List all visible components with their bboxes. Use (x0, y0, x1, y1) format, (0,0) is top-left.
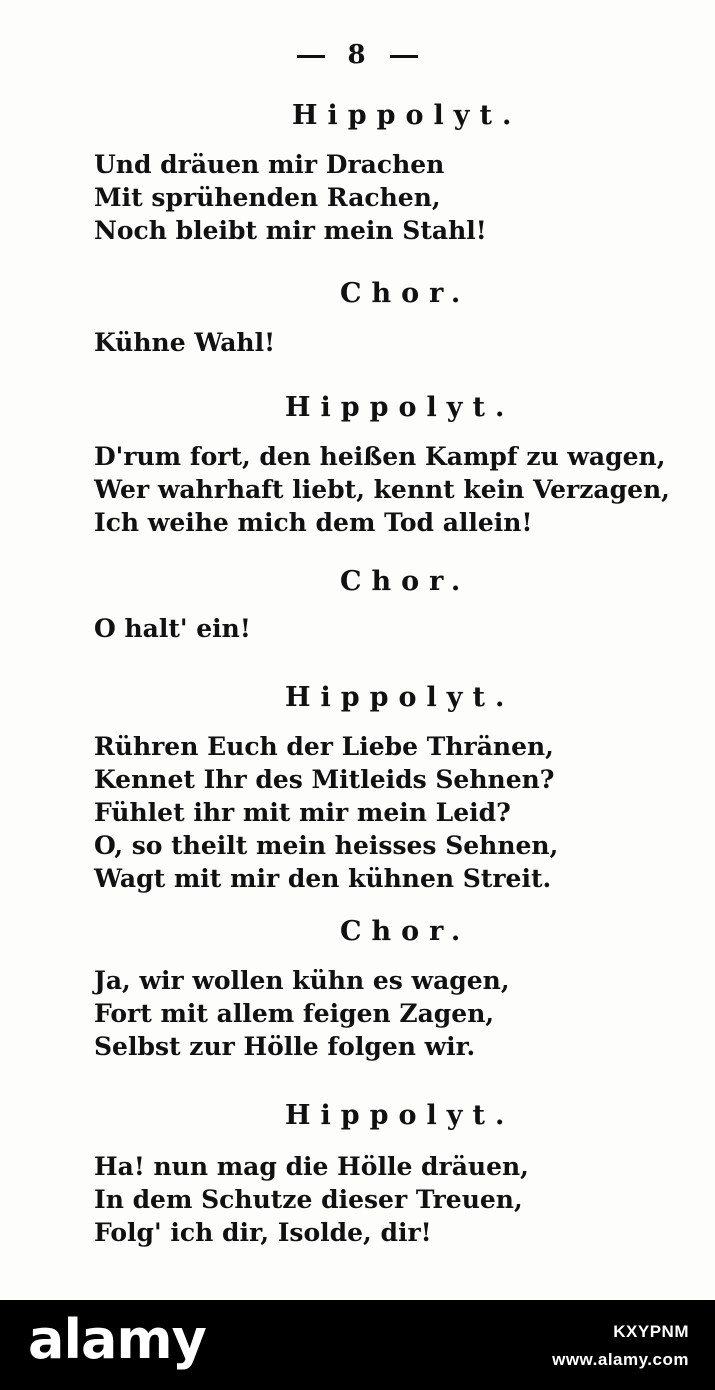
speaker-heading: Hippolyt. (285, 682, 515, 713)
verse-line: O halt' ein! (94, 614, 251, 643)
verse-line: O, so theilt mein heisses Sehnen, (94, 831, 559, 860)
verse-block (94, 148, 487, 247)
verse-line: Wer wahrhaft liebt, kennt kein Verzagen, (94, 475, 670, 504)
speaker-heading: Chor. (340, 566, 471, 597)
verse-line: Ich weihe mich dem Tod allein! (94, 508, 533, 537)
verse-line: Rühren Euch der Liebe Thränen, (94, 732, 554, 761)
verse-line: Wagt mit mir den kühnen Streit. (94, 864, 552, 893)
watermark-footer (0, 1300, 715, 1390)
speaker-heading: Hippolyt. (292, 100, 522, 131)
brand-logo: alamy (28, 1308, 206, 1371)
image-id: KXYPNM (613, 1322, 689, 1341)
dash-left (297, 55, 325, 58)
verse-line: In dem Schutze dieser Treuen, (94, 1185, 523, 1214)
verse-block (94, 1150, 529, 1249)
verse-block (94, 326, 275, 359)
verse-line: Noch bleibt mir mein Stahl! (94, 216, 487, 245)
verse-line: Fort mit allem feigen Zagen, (94, 999, 495, 1028)
dash-right (390, 55, 418, 58)
verse-block (94, 612, 251, 645)
verse-line: Kennet Ihr des Mitleids Sehnen? (94, 765, 555, 794)
speaker-heading: Hippolyt. (285, 1100, 515, 1131)
verse-block (94, 964, 510, 1063)
speaker-heading: Chor. (340, 916, 471, 947)
speaker-heading: Chor. (340, 278, 471, 309)
page-number: 8 (0, 40, 715, 70)
verse-line: Folg' ich dir, Isolde, dir! (94, 1218, 432, 1247)
speaker-heading: Hippolyt. (285, 392, 515, 423)
verse-block (94, 440, 670, 539)
verse-line: Ja, wir wollen kühn es wagen, (94, 966, 510, 995)
verse-line: Kühne Wahl! (94, 328, 276, 357)
verse-block (94, 730, 558, 895)
verse-line: Ha! nun mag die Hölle dräuen, (94, 1152, 529, 1181)
verse-line: Fühlet ihr mit mir mein Leid? (94, 798, 511, 827)
verse-line: Mit sprühenden Rachen, (94, 183, 441, 212)
site-url: www.alamy.com (552, 1350, 689, 1369)
verse-line: D'rum fort, den heißen Kampf zu wagen, (94, 442, 666, 471)
verse-line: Und dräuen mir Drachen (94, 150, 445, 179)
verse-line: Selbst zur Hölle folgen wir. (94, 1032, 476, 1061)
